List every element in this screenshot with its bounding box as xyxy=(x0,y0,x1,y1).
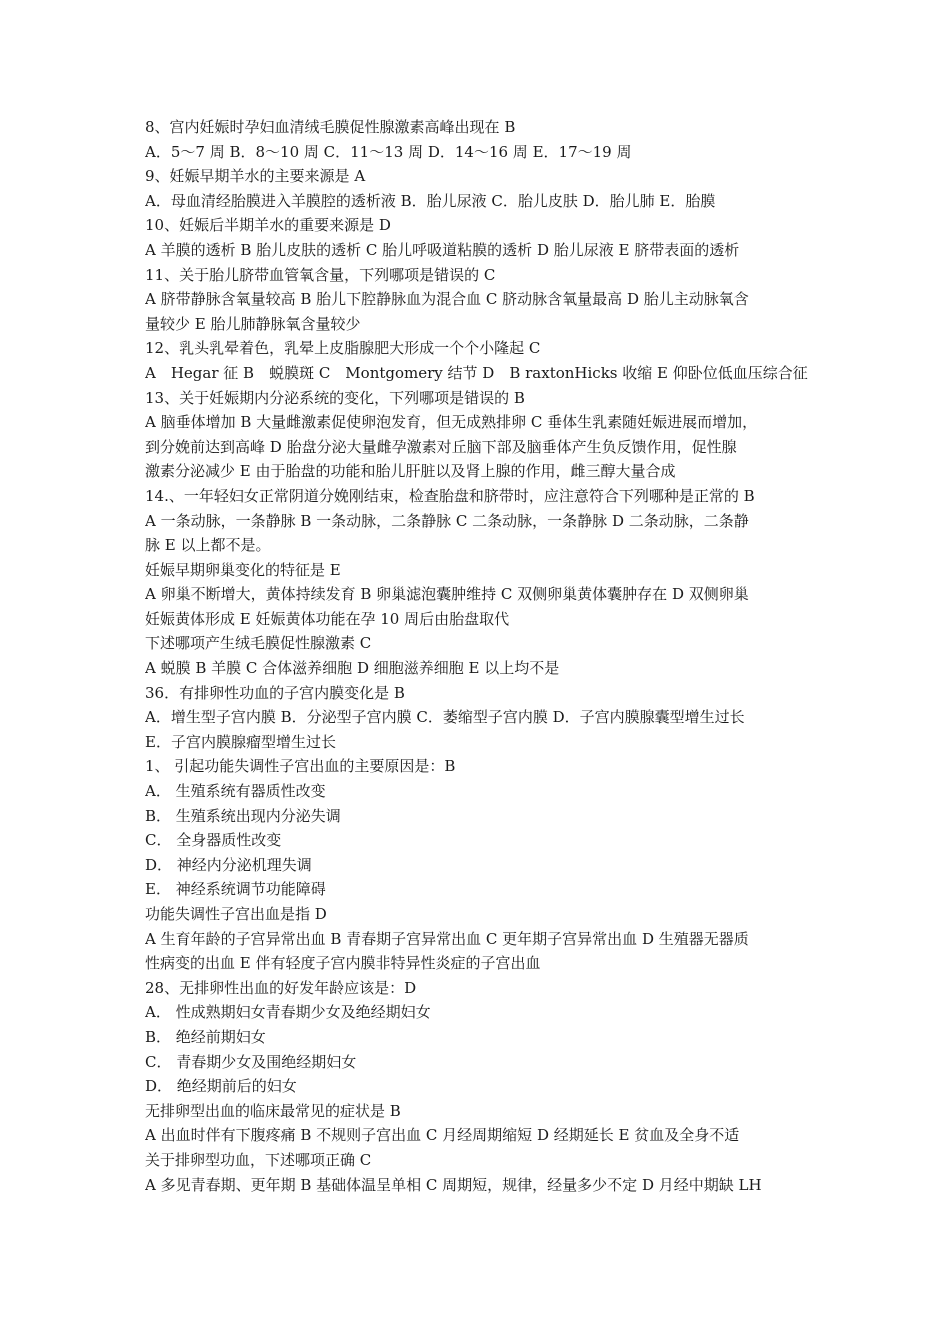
options-line: A 脑垂体增加 B 大量雌激素促使卵泡发育，但无成熟排卵 C 垂体生乳素随妊娠进展而增加， xyxy=(145,413,758,432)
option-item: D． 绝经期前后的妇女 xyxy=(145,1077,297,1096)
question-line: 8、宫内妊娠时孕妇血清绒毛膜促性腺激素高峰出现在 B xyxy=(145,118,516,136)
option-item: C． 全身器质性改变 xyxy=(145,831,282,850)
question-line: 13、关于妊娠期内分泌系统的变化，下列哪项是错误的 B xyxy=(145,388,525,407)
option-item: B． 绝经前期妇女 xyxy=(145,1027,266,1046)
question-line: 关于排卵型功血，下述哪项正确 C xyxy=(145,1150,372,1169)
option-item: D． 神经内分泌机理失调 xyxy=(145,855,312,874)
options-line: A 生育年龄的子宫异常出血 B 青春期子宫异常出血 C 更年期子宫异常出血 D 生殖器无器质 xyxy=(145,929,749,948)
option-item: A． 性成熟期妇女青春期少女及绝经期妇女 xyxy=(145,1003,431,1022)
options-line: A 出血时伴有下腹疼痛 B 不规则子宫出血 C 月经周期缩短 D 经期延长 E 贫血及全身不适 xyxy=(145,1126,740,1145)
option-item: A． 生殖系统有器质性改变 xyxy=(145,782,326,801)
question-line: 10、妊娠后半期羊水的重要来源是 D xyxy=(145,216,391,235)
options-line: 量较少 E 胎儿肺静脉氧含量较少 xyxy=(145,314,361,333)
options-line: 到分娩前达到高峰 D 胎盘分泌大量雌孕激素对丘脑下部及脑垂体产生负反馈作用，促性腺 xyxy=(145,437,737,456)
question-line: 14.、一年轻妇女正常阴道分娩刚结束，检查胎盘和脐带时，应注意符合下列哪种是正常的 B xyxy=(145,486,755,505)
options-line: A．5～7 周 B．8～10 周 C．11～13 周 D．14～16 周 E．17～19 周 xyxy=(145,142,632,161)
options-line: A 脐带静脉含氧量较高 B 胎儿下腔静脉血为混合血 C 脐动脉含氧量最高 D 胎儿主动脉氧含 xyxy=(145,290,749,309)
options-line: A 卵巢不断增大，黄体持续发育 B 卵巢滤泡囊肿维持 C 双侧卵巢黄体囊肿存在 D 双侧卵巢 xyxy=(145,585,749,604)
question-line: 12、乳头乳晕着色，乳晕上皮脂腺肥大形成一个个小隆起 C xyxy=(145,339,541,358)
options-line: E．子宫内膜腺瘤型增生过长 xyxy=(145,732,336,751)
question-line: 下述哪项产生绒毛膜促性腺激素 C xyxy=(145,634,372,653)
options-line: A 蜕膜 B 羊膜 C 合体滋养细胞 D 细胞滋养细胞 E 以上均不是 xyxy=(145,659,560,678)
question-line: 无排卵型出血的临床最常见的症状是 B xyxy=(145,1101,401,1120)
option-item: C． 青春期少女及围绝经期妇女 xyxy=(145,1052,357,1071)
options-line: A．母血清经胎膜进入羊膜腔的透析液 B．胎儿尿液 C．胎儿皮肤 D．胎儿肺 E．胎膜 xyxy=(145,191,716,210)
question-line: 36．有排卵性功血的子宫内膜变化是 B xyxy=(145,683,405,702)
question-line: 妊娠早期卵巢变化的特征是 E xyxy=(145,560,341,579)
options-line: A 羊膜的透析 B 胎儿皮肤的透析 C 胎儿呼吸道粘膜的透析 D 胎儿尿液 E 脐带表面的透析 xyxy=(145,240,740,259)
options-line: A Hegar 征 B 蜕膜斑 C Montgomery 结节 D B raxtonHicks 收缩 E 仰卧位低血压综合征 xyxy=(145,363,808,382)
option-item: E． 神经系统调节功能障碍 xyxy=(145,880,326,899)
question-line: 功能失调性子宫出血是指 D xyxy=(145,905,327,923)
options-line: A 一条动脉，一条静脉 B 一条动脉，二条静脉 C 二条动脉，一条静脉 D 二条动脉，二条静 xyxy=(145,511,749,530)
options-line: 脉 E 以上都不是。 xyxy=(145,536,271,555)
question-line: 28、无排卵性出血的好发年龄应该是：D xyxy=(145,978,417,997)
document-page xyxy=(145,115,813,1197)
question-line: 11、关于胎儿脐带血管氧含量，下列哪项是错误的 C xyxy=(145,265,496,284)
options-line: 激素分泌减少 E 由于胎盘的功能和胎儿肝脏以及肾上腺的作用，雌三醇大量合成 xyxy=(145,462,676,481)
question-line: 1、 引起功能失调性子宫出血的主要原因是：B xyxy=(145,757,456,776)
options-line: A 多见青春期、更年期 B 基础体温呈单相 C 周期短，规律，经量多少不定 D 月经中期缺 LH xyxy=(145,1175,762,1194)
question-line: 9、妊娠早期羊水的主要来源是 A xyxy=(145,167,366,186)
options-line: 妊娠黄体形成 E 妊娠黄体功能在孕 10 周后由胎盘取代 xyxy=(145,609,510,628)
option-item: B． 生殖系统出现内分泌失调 xyxy=(145,806,341,825)
options-line: 性病变的出血 E 伴有轻度子宫内膜非特异性炎症的子宫出血 xyxy=(145,954,541,973)
options-line: A．增生型子宫内膜 B．分泌型子宫内膜 C．萎缩型子宫内膜 D．子宫内膜腺囊型增生过长 xyxy=(145,708,745,727)
